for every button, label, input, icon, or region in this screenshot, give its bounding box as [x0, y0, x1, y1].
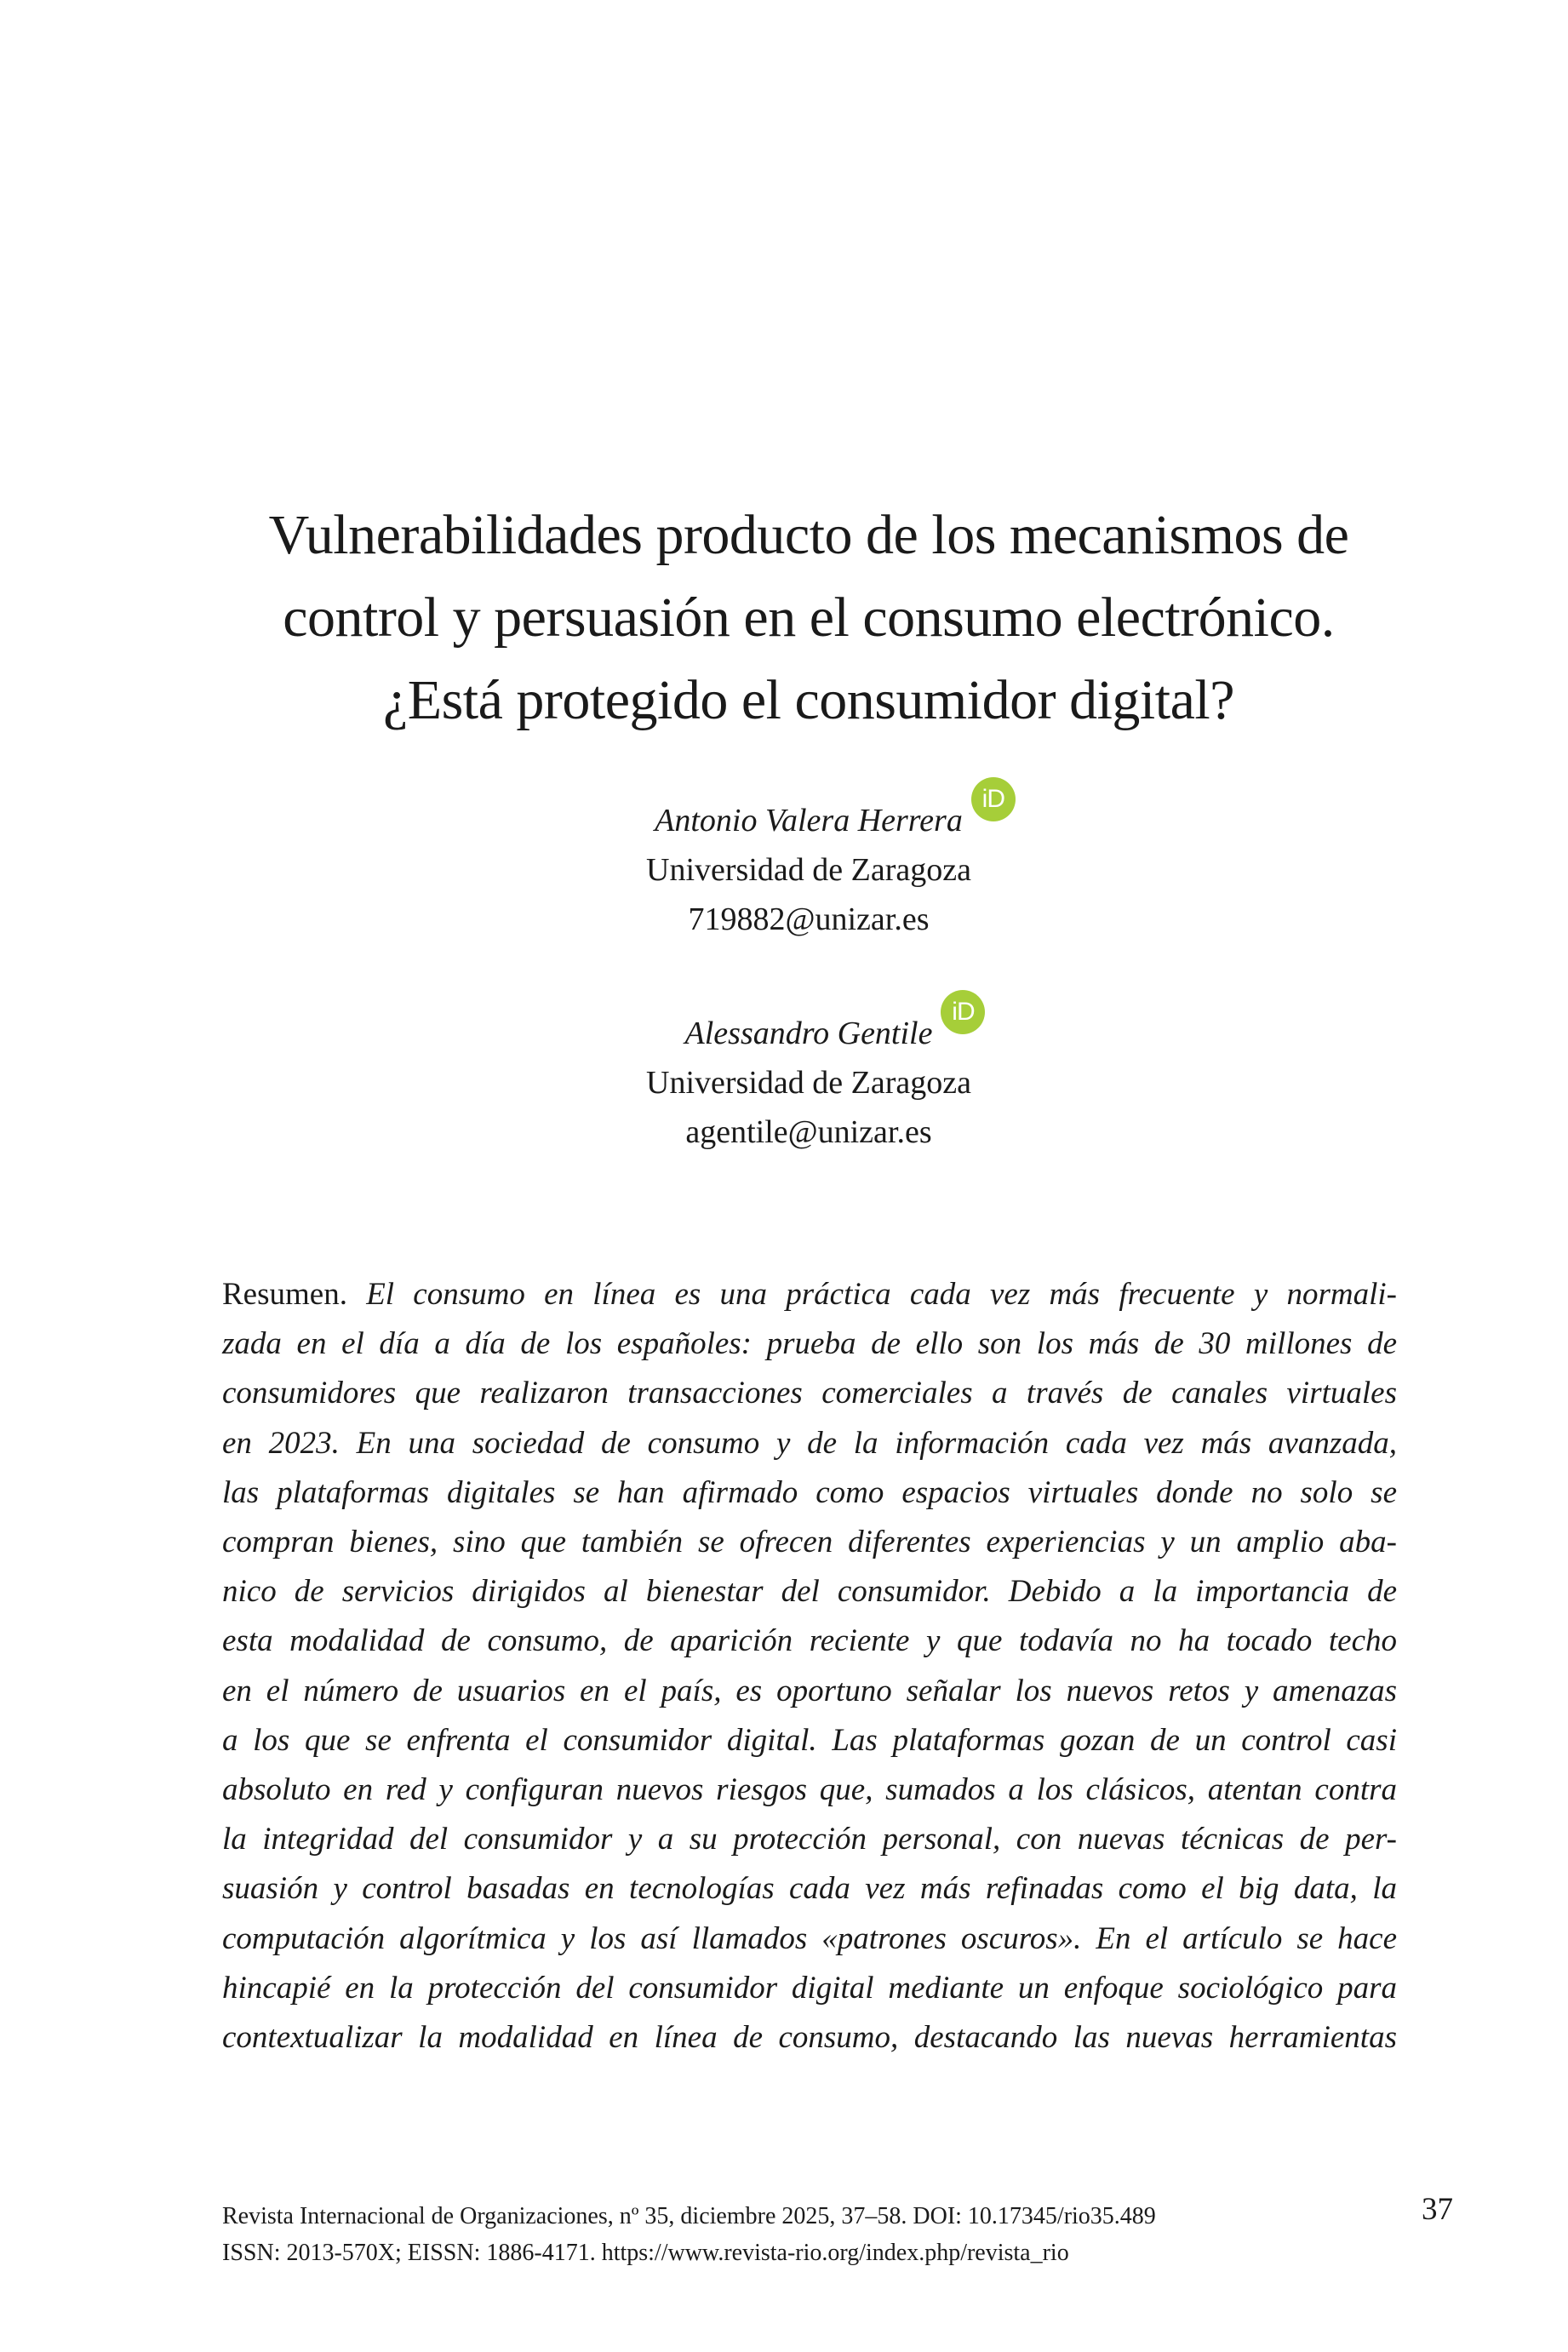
- abstract-line: consumidores que realizaron transacciones comerciales a través de canales virtuales: [222, 1376, 1397, 1411]
- abstract-line: en 2023. En una sociedad de consumo y de la información cada vez más avanzada,: [222, 1425, 1397, 1461]
- author-name-wrap: [655, 785, 1004, 845]
- author-name-line: [511, 998, 1107, 1058]
- page-number: 37: [1422, 2192, 1453, 2227]
- abstract-line: computación algorítmica y los así llamados «patrones oscuros». En el artículo se hace: [222, 1920, 1397, 1956]
- author-email[interactable]: agentile@unizar.es: [685, 1114, 932, 1150]
- abstract-line: contextualizar la modalidad en línea de consumo, destacando las nuevas herramientas: [222, 2020, 1397, 2056]
- orcid-icon[interactable]: iD: [941, 990, 985, 1034]
- abstract-line: esta modalidad de consumo, de aparición reciente y que todavía no ha tocado techo: [222, 1623, 1397, 1659]
- author-block-2: [511, 998, 1107, 1157]
- title-line-3: ¿Está protegido el consumidor digital?: [382, 669, 1235, 731]
- abstract-line: zada en el día a día de los españoles: prueba de ello son los más de 30 millones de: [222, 1326, 1397, 1362]
- abstract-line: suasión y control basadas en tecnologías cada vez más refinadas como el big data, la: [222, 1871, 1397, 1907]
- issn-url-line[interactable]: ISSN: 2013-570X; EISSN: 1886-4171. https://www.revista-rio.org/index.php/revista_rio: [222, 2240, 1069, 2266]
- abstract-line: Resumen. El consumo en línea es una práctica cada vez más frecuente y normali-: [222, 1277, 1397, 1312]
- author-affiliation: Universidad de Zaragoza: [646, 1065, 971, 1101]
- author-block-1: [511, 785, 1107, 944]
- title-line-2: control y persuasión en el consumo electrónico.: [283, 587, 1335, 649]
- abstract-line: nico de servicios dirigidos al bienestar del consumidor. Debido a la importancia de: [222, 1574, 1397, 1610]
- abstract-line: a los que se enfrenta el consumidor digital. Las plataformas gozan de un control casi: [222, 1722, 1397, 1758]
- abstract-line: absoluto en red y configuran nuevos riesgos que, sumados a los clásicos, atentan contra: [222, 1772, 1397, 1808]
- abstract-line: las plataformas digitales se han afirmado como espacios virtuales donde no solo se: [222, 1474, 1397, 1510]
- author-affiliation: Universidad de Zaragoza: [646, 852, 971, 888]
- title-line-1: Vulnerabilidades producto de los mecanismos de: [268, 504, 1349, 566]
- abstract-label: Resumen.: [222, 1277, 347, 1312]
- author-name: Alessandro Gentile: [684, 1016, 933, 1051]
- abstract-line: hincapié en la protección del consumidor digital mediante un enfoque sociológico para: [222, 1970, 1397, 2006]
- abstract-line: compran bienes, sino que también se ofrecen diferentes experiencias y un amplio aba-: [222, 1525, 1397, 1560]
- author-name-line: [511, 785, 1107, 845]
- article-title: [196, 494, 1422, 741]
- journal-citation: Revista Internacional de Organizaciones, nº 35, diciembre 2025, 37–58. DOI: 10.17345/rio35.489: [222, 2203, 1156, 2229]
- orcid-icon[interactable]: iD: [971, 777, 1016, 821]
- author-email[interactable]: 719882@unizar.es: [688, 901, 930, 937]
- author-name-wrap: [684, 998, 975, 1058]
- page-footer: [222, 2198, 1465, 2271]
- author-name: Antonio Valera Herrera: [655, 803, 963, 838]
- abstract-line: en el número de usuarios en el país, es oportuno señalar los nuevos retos y amenazas: [222, 1673, 1397, 1708]
- abstract: [222, 1270, 1397, 2063]
- abstract-line: la integridad del consumidor y a su protección personal, con nuevas técnicas de per-: [222, 1822, 1397, 1857]
